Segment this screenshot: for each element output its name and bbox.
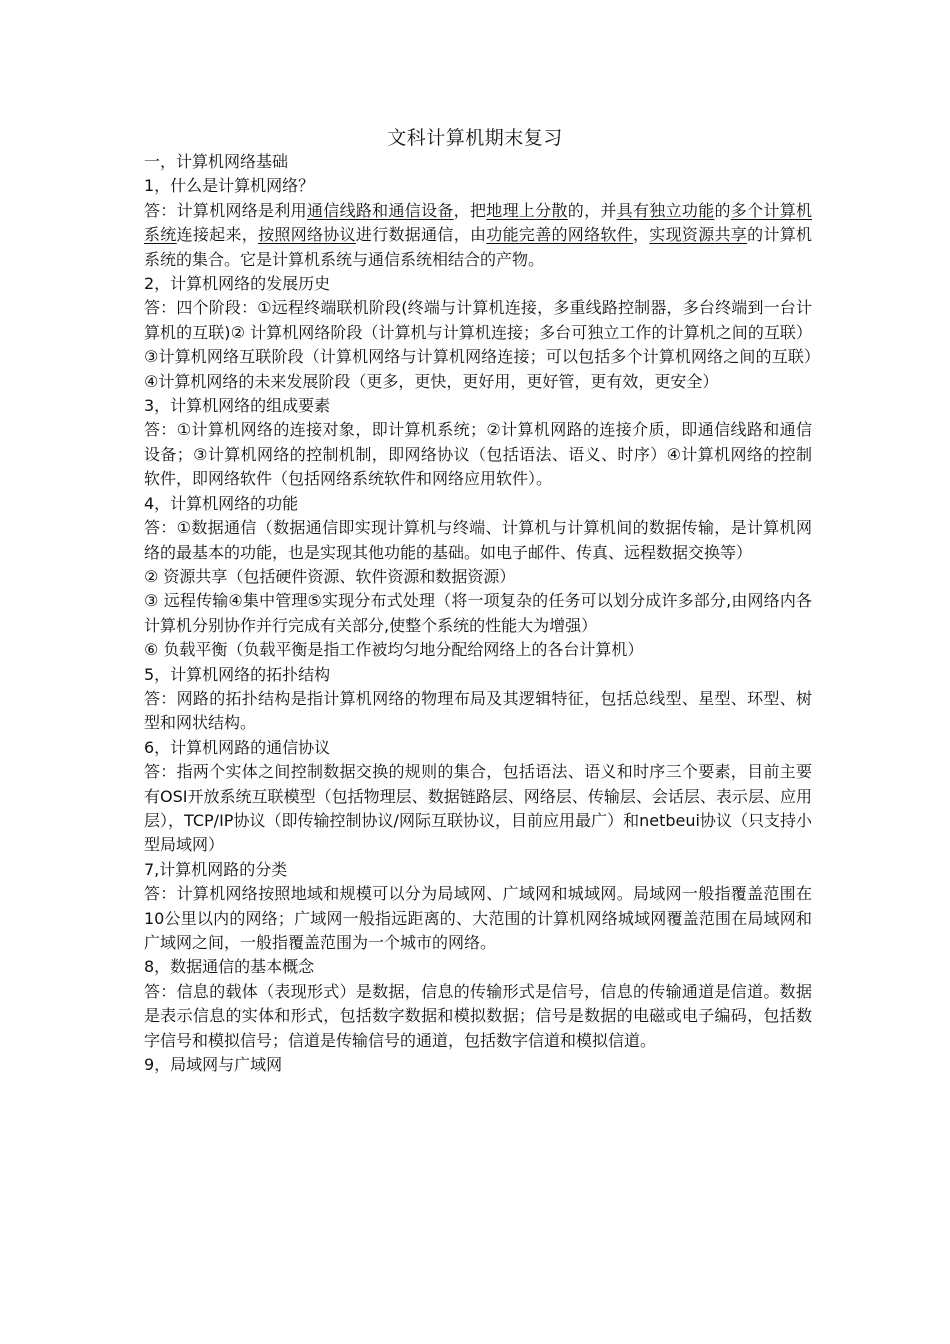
question-heading-7: 7,计算机网路的分类	[144, 859, 288, 879]
underlined-term: 通信线路和通信设备	[306, 200, 454, 220]
answer-4-part-2: ② 资源共享（包括硬件资源、软件资源和数据资源）	[144, 566, 516, 586]
answer-3: 答：①计算机网络的连接对象，即计算机系统；②计算机网路的连接介质，即通信线路和通信设备；③计算机网络的控制机制，即网络协议（包括语法、语义、时序）④计算机网络的控制软件，即网络软件（包括网络系统软件和网络应用软件）。	[144, 420, 812, 489]
answer-5: 答：网路的拓扑结构是指计算机网络的物理布局及其逻辑特征，包括总线型、星型、环型、树型和网状结构。	[144, 688, 812, 733]
question-heading-2: 2，计算机网络的发展历史	[144, 274, 331, 294]
document-body	[144, 150, 812, 1077]
answer-7: 答：计算机网络按照地域和规模可以分为局域网、广域网和城域网。局域网一般指覆盖范围在10公里以内的网络；广域网一般指远距离的、大范围的计算机网络城域网覆盖范围在局域网和广域网之间，一般指覆盖范围为一个城市的网络。	[144, 884, 812, 952]
answer-2: 答：四个阶段：①远程终端联机阶段(终端与计算机连接，多重线路控制器，多台终端到一台计算机的互联)② 计算机网络阶段（计算机与计算机连接；多台可独立工作的计算机之间的互联）③计算机网络互联阶段（计算机网络与计算机网络连接；可以包括多个计算机网络之间的互联）④计算机网络的未来发展阶段（更多，更快，更好用，更好管，更有效，更安全）	[144, 298, 812, 391]
question-heading-5: 5，计算机网络的拓扑结构	[144, 664, 331, 684]
section-heading: 一，计算机网络基础	[144, 152, 289, 171]
answer-6: 答：指两个实体之间控制数据交换的规则的集合，包括语法、语义和时序三个要素，目前主要有OSI开放系统互联模型（包括物理层、数据链路层、网络层、传输层、会话层、表示层、应用层），TCP/IP协议（即传输控制协议/网际互联协议，目前应用最广）和netbeui协议（只支持小型局域网）	[144, 762, 812, 855]
underlined-term: 地理上分散	[486, 200, 568, 220]
question-heading-6: 6，计算机网路的通信协议	[144, 737, 331, 757]
answer-text: 的，并	[567, 200, 617, 220]
answer-text: 答：计算机网络是利用	[144, 200, 307, 220]
answer-8: 答：信息的载体（表现形式）是数据，信息的传输形式是信号，信息的传输通道是信道。数据是表示信息的实体和形式，包括数字数据和模拟数据；信号是数据的电磁或电子编码，包括数字信号和模拟信号；信道是传输信号的通道，包括数字信道和模拟信道。	[144, 981, 812, 1050]
document-title: 文科计算机期末复习	[387, 127, 563, 149]
answer-1	[144, 199, 812, 272]
answer-text: 连接起来，	[176, 225, 259, 245]
question-heading-8: 8，数据通信的基本概念	[144, 957, 315, 977]
underlined-term: 实现资源共享	[649, 225, 748, 245]
underlined-term: 按照网络协议	[258, 225, 356, 245]
underlined-term: 多个计算机系统	[144, 200, 812, 245]
answer-text: 的计算机系统的集合。它是计算机系统与通信系统相结合的产物。	[144, 225, 812, 269]
answer-text: ，把	[453, 200, 487, 220]
question-heading-9: 9，局域网与广域网	[144, 1055, 283, 1075]
answer-text: 的	[714, 200, 731, 220]
answer-text: 进行数据通信，由	[355, 225, 487, 245]
underlined-term: 功能完善的网络软件	[486, 225, 633, 245]
answer-4-part-4: ⑥ 负载平衡（负载平衡是指工作被均匀地分配给网络上的各台计算机）	[144, 640, 644, 660]
question-heading-3: 3，计算机网络的组成要素	[144, 396, 331, 416]
question-heading-4: 4，计算机网络的功能	[144, 493, 299, 513]
answer-4-part-1: 答：①数据通信（数据通信即实现计算机与终端、计算机与计算机间的数据传输，是计算机网络的最基本的功能，也是实现其他功能的基础。如电子邮件、传真、远程数据交换等）	[144, 518, 812, 562]
question-heading-1: 1，什么是计算机网络？	[144, 176, 315, 196]
answer-4-part-3: ③ 远程传输④集中管理⑤实现分布式处理（将一项复杂的任务可以划分成许多部分,由网络内各计算机分别协作并行完成有关部分,使整个系统的性能大为增强）	[144, 591, 812, 635]
underlined-term: 具有独立功能	[616, 200, 715, 220]
answer-text: ，	[632, 225, 650, 245]
